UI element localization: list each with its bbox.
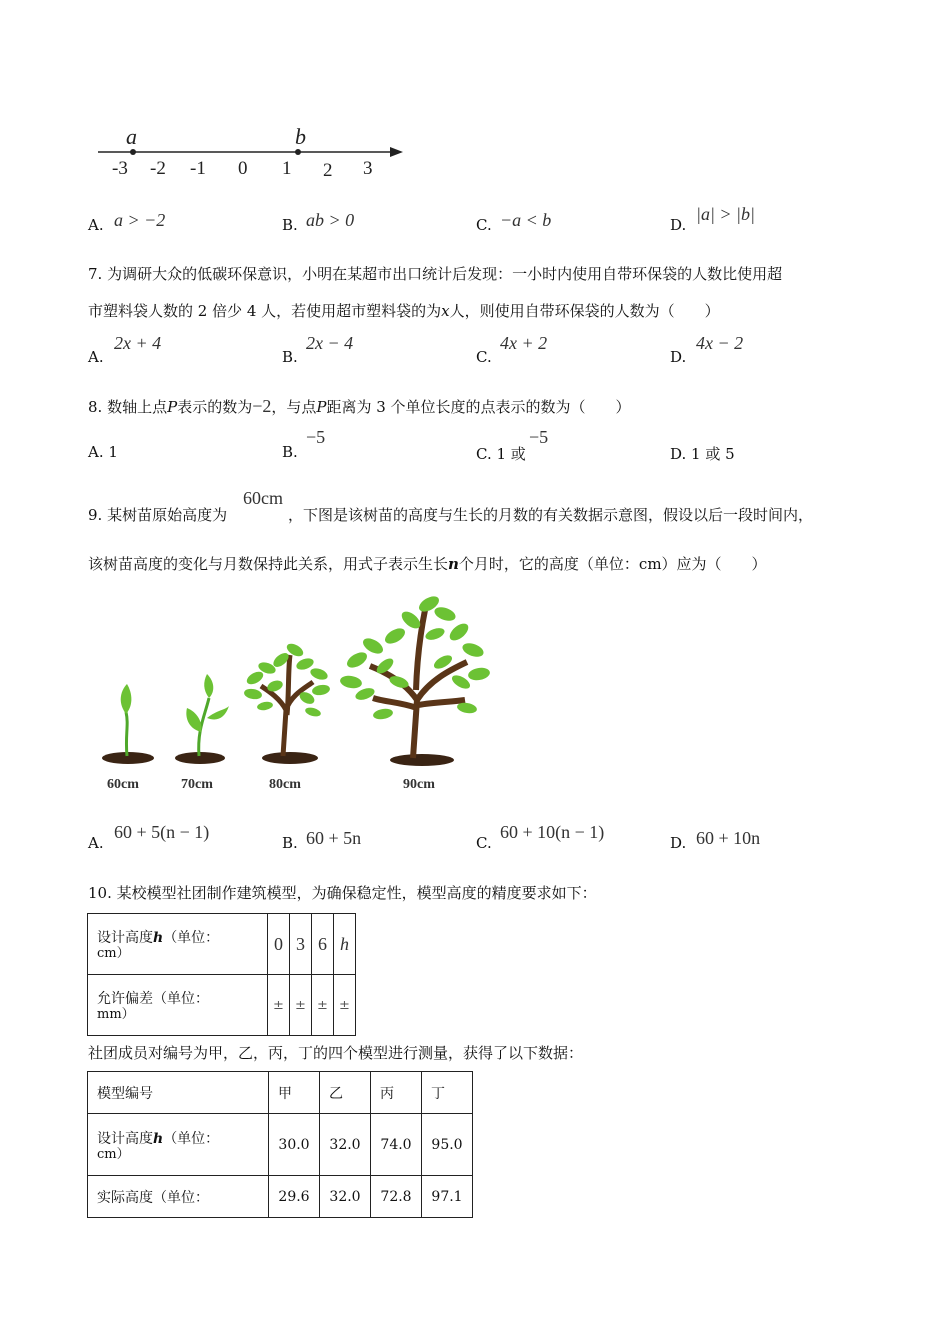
option-letter: A. <box>88 348 104 366</box>
q8-text: 8. 数轴上点 <box>88 398 168 416</box>
q9-option-a-expr <box>114 822 209 843</box>
table-cell: 32.0 <box>320 1176 371 1218</box>
seedling-60cm-icon <box>102 684 154 764</box>
option-letter: A. <box>88 443 104 461</box>
q7-text: 人，则使用自带环保袋的人数为（ ） <box>449 302 720 320</box>
q10-mid: 社团成员对编号为甲，乙，丙，丁的四个模型进行测量，获得了以下数据： <box>88 1044 584 1062</box>
q8-text: 表示的数为 <box>177 398 253 416</box>
tick-label: 1 <box>282 158 292 179</box>
var-x: x <box>441 302 450 320</box>
table-cell: 95.0 <box>422 1114 473 1176</box>
expr: 60 + 5(n − 1) <box>114 822 210 842</box>
point-p: P <box>167 398 178 416</box>
design-height-label <box>88 1114 269 1176</box>
measurement-table <box>87 1071 473 1218</box>
q6-option-c[interactable] <box>476 216 492 234</box>
point-a-label: a <box>126 124 137 149</box>
option-letter: B. <box>282 443 298 461</box>
var-h: h <box>153 930 164 946</box>
option-letter: C. <box>476 216 492 234</box>
label-text: ） <box>116 946 130 961</box>
var-n: n <box>448 555 459 573</box>
table-cell: 72.8 <box>371 1176 422 1218</box>
q7-option-d[interactable] <box>670 348 686 366</box>
option-letter: B. <box>282 834 298 852</box>
q7-option-b-expr: 2x − 4 <box>306 333 354 353</box>
q6-option-c-expr: −a < b <box>500 210 552 230</box>
q6-option-a-expr: a > −2 <box>114 210 166 230</box>
q6-option-b[interactable] <box>282 216 298 234</box>
label-text: 允许偏差（单位： <box>97 991 209 1007</box>
table-cell: h <box>334 914 356 975</box>
q6-option-d-expr: |a| > |b| <box>696 204 755 224</box>
q8-option-a[interactable] <box>88 443 118 461</box>
model-header: 甲 <box>269 1072 320 1114</box>
q8-option-c[interactable] <box>476 443 526 464</box>
number-line <box>90 120 420 190</box>
table-cell: 30.0 <box>269 1114 320 1176</box>
label-text: ） <box>121 1007 135 1022</box>
q9-text: 个月时，它的高度（单位：cm）应为（ ） <box>458 555 767 573</box>
q7-stem-line2 <box>88 300 720 321</box>
seedling-70cm-icon <box>175 674 229 764</box>
point-p: P <box>316 398 327 416</box>
table-cell: 29.6 <box>269 1176 320 1218</box>
option-letter: D. <box>670 445 687 463</box>
q7-option-c[interactable] <box>476 348 492 366</box>
option-text: 1 <box>108 443 118 461</box>
point-b-label: b <box>295 124 306 149</box>
q8-option-b-expr: −5 <box>306 427 326 447</box>
q6-option-b-expr: ab > 0 <box>306 210 355 230</box>
table-cell: 3 <box>290 914 312 975</box>
option-letter: A. <box>88 216 104 234</box>
tick-label: -1 <box>190 158 206 179</box>
q8-option-b[interactable] <box>282 443 298 461</box>
tick-label: 3 <box>363 158 373 179</box>
q9-option-b-expr <box>306 828 361 849</box>
plant-label: 70cm <box>181 777 213 792</box>
table-cell: 6 <box>312 914 334 975</box>
option-text: 1 或 5 <box>691 445 735 463</box>
table-cell: 0 <box>268 914 290 975</box>
tick-label: -3 <box>112 158 128 179</box>
tick-label: -2 <box>150 158 166 179</box>
table-cell: ± <box>290 975 312 1036</box>
q9-option-d[interactable] <box>670 834 686 852</box>
q9-option-a[interactable] <box>88 834 104 852</box>
expr: 60 + 10(n − 1) <box>500 822 605 842</box>
actual-height-label: 实际高度（单位： <box>88 1176 269 1218</box>
q7-option-d-expr: 4x − 2 <box>696 333 744 353</box>
q7-stem-line1: 7. 为调研大众的低碳环保意识，小明在某超市出口统计后发现：一小时内使用自带环保袋的人数比使用超 <box>88 265 783 283</box>
q8-text: 距离为 3 个单位长度的点表示的数为（ ） <box>326 398 631 416</box>
model-header: 乙 <box>320 1072 371 1114</box>
option-letter: B. <box>282 348 298 366</box>
label-text: 设计高度 <box>97 930 153 946</box>
tree-growth-illustration <box>95 590 505 800</box>
q7-option-a[interactable] <box>88 348 104 366</box>
q9-stem-line2 <box>88 553 767 574</box>
option-text: 1 或 <box>496 445 526 463</box>
table-cell: ± <box>312 975 334 1036</box>
q9-height: 60cm <box>243 488 283 508</box>
q9-stem-part1: 9. 某树苗原始高度为 <box>88 506 228 524</box>
q8-value: −2 <box>252 396 272 416</box>
tick-label: 2 <box>323 160 333 181</box>
unit: mm <box>97 1007 122 1022</box>
q10-intro: 10. 某校模型社团制作建筑模型，为确保稳定性，模型高度的精度要求如下： <box>88 884 597 902</box>
model-header: 丙 <box>371 1072 422 1114</box>
label-text: 设计高度 <box>97 1130 153 1147</box>
label-text: ） <box>116 1146 130 1162</box>
allowed-deviation-label <box>88 975 268 1036</box>
option-letter: C. <box>476 445 492 463</box>
table-cell: 97.1 <box>422 1176 473 1218</box>
model-number-header: 模型编号 <box>88 1072 269 1114</box>
q7-text: 市塑料袋人数的 2 倍少 4 人，若使用超市塑料袋的为 <box>88 302 442 320</box>
tree-80cm-icon <box>243 641 330 764</box>
label-text: （单位： <box>163 1130 220 1147</box>
expr: 60 + 5n <box>306 828 362 848</box>
q9-option-b[interactable] <box>282 834 298 852</box>
tick-label: 0 <box>238 158 248 179</box>
unit: cm <box>97 1146 117 1162</box>
q8-option-d[interactable] <box>670 443 735 464</box>
q9-stem-part2: ，下图是该树苗的高度与生长的月数的有关数据示意图，假设以后一段时间内， <box>288 506 814 524</box>
q9-option-d-expr <box>696 828 760 849</box>
unit: cm <box>97 946 117 961</box>
table-cell: ± <box>334 975 356 1036</box>
plant-label: 60cm <box>107 777 139 792</box>
q9-option-c-expr <box>500 822 604 843</box>
option-letter: B. <box>282 216 298 234</box>
tree-90cm-icon <box>339 593 491 766</box>
q8-text: ，与点 <box>271 398 317 416</box>
option-letter: C. <box>476 348 492 366</box>
option-letter: C. <box>476 834 492 852</box>
q8-option-c-expr: −5 <box>529 427 549 447</box>
table-cell: 32.0 <box>320 1114 371 1176</box>
label-text: （单位： <box>163 930 220 946</box>
q7-option-a-expr: 2x + 4 <box>114 333 162 353</box>
q9-text: 该树苗高度的变化与月数保持此关系，用式子表示生长 <box>88 555 449 573</box>
q6-option-d[interactable] <box>670 216 686 234</box>
option-letter: D. <box>670 834 687 852</box>
q7-option-c-expr: 4x + 2 <box>500 333 548 353</box>
option-letter: D. <box>670 348 687 366</box>
plant-label: 80cm <box>269 777 301 792</box>
option-letter: D. <box>670 216 687 234</box>
plant-label: 90cm <box>403 777 435 792</box>
design-height-label <box>88 914 268 975</box>
var-h: h <box>153 1130 164 1147</box>
table-cell: 74.0 <box>371 1114 422 1176</box>
model-header: 丁 <box>422 1072 473 1114</box>
expr: 60 + 10n <box>696 828 761 848</box>
q9-option-c[interactable] <box>476 834 492 852</box>
precision-table <box>87 913 356 1036</box>
q7-option-b[interactable] <box>282 348 298 366</box>
q8-stem <box>88 396 631 417</box>
table-cell: ± <box>268 975 290 1036</box>
q6-option-a[interactable] <box>88 216 104 234</box>
option-letter: A. <box>88 834 104 852</box>
